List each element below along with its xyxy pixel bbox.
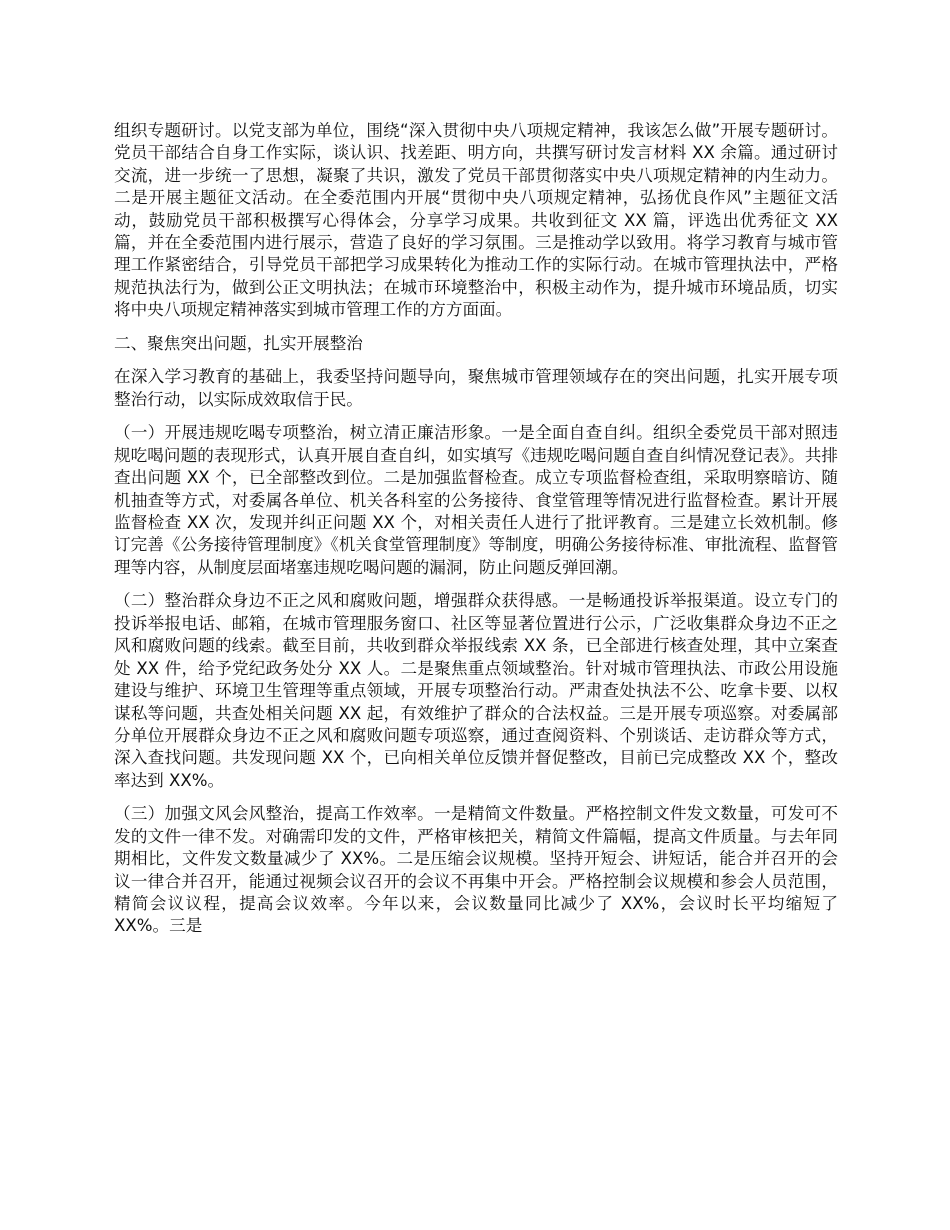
paragraph-study-activities: 组织专题研讨。以党支部为单位，围绕“深入贯彻中央八项规定精神，我该怎么做”开展专题研讨。党员干部结合自身工作实际，谈认识、找差距、明方向，共撰写研讨发言材料 XX 余篇。通过研讨交流，进一步统一了思想，凝聚了共识，激发了党员干部贯彻落实中央八项规定精神的内生动力。二是开展主题征文活动。在全委范围内开展“贯彻中央八项规定精神，弘扬优良作风”主题征文活动，鼓励党员干部积极撰写心得体会，分享学习成果。共收到征文 XX 篇，评选出优秀征文 XX 篇，并在全委范围内进行展示，营造了良好的学习氛围。三是推动学以致用。将学习教育与城市管理工作紧密结合，引导党员干部把学习成果转化为推动工作的实际行动。在城市管理执法中，严格规范执法行为，做到公正文明执法；在城市环境整治中，积极主动作为，提升城市环境品质，切实将中央八项规定精神落实到城市管理工作的方方面面。 <box>114 121 838 320</box>
section-heading-rectification: 二、聚焦突出问题，扎实开展整治 <box>114 333 363 353</box>
paragraph-rectification-intro: 在深入学习教育的基础上，我委坚持问题导向，聚焦城市管理领域存在的突出问题，扎实开展专项整治行动，以实际成效取信于民。 <box>114 367 838 409</box>
paragraph-meeting-style-rectification: （三）加强文风会风整治，提高工作效率。一是精简文件数量。严格控制文件发文数量，可发可不发的文件一律不发。对确需印发的文件，严格审核把关，精简文件篇幅，提高文件质量。与去年同期相比，文件发文数量减少了 XX%。二是压缩会议规模。坚持开短会、讲短话，能合并召开的会议一律合并召开，能通过视频会议召开的会议不再集中开会。严格控制会议规模和参会人员范围，精简会议议程，提高会议效率。今年以来，会议数量同比减少了 XX%，会议时长平均缩短了 XX%。三是 <box>114 804 838 936</box>
paragraph-dining-rectification: （一）开展违规吃喝专项整治，树立清正廉洁形象。一是全面自查自纠。组织全委党员干部对照违规吃喝问题的表现形式，认真开展自查自纠，如实填写《违规吃喝问题自查自纠情况登记表》。共排查出问题 XX 个，已全部整改到位。二是加强监督检查。成立专项监督检查组，采取明察暗访、随机抽查等方式，对委属各单位、机关各科室的公务接待、食堂管理等情况进行监督检查。累计开展监督检查 XX 次，发现并纠正问题 XX 个，对相关责任人进行了批评教育。三是建立长效机制。修订完善《公务接待管理制度》《机关食堂管理制度》等制度，明确公务接待标准、审批流程、监督管理等内容，从制度层面堵塞违规吃喝问题的漏洞，防止问题反弹回潮。 <box>114 423 838 577</box>
paragraph-corruption-rectification: （二）整治群众身边不正之风和腐败问题，增强群众获得感。一是畅通投诉举报渠道。设立专门的投诉举报电话、邮箱，在城市管理服务窗口、社区等显著位置进行公示，广泛收集群众身边不正之风和腐败问题的线索。截至目前，共收到群众举报线索 XX 条，已全部进行核查处理，其中立案查处 XX 件，给予党纪政务处分 XX 人。二是聚焦重点领域整治。针对城市管理执法、市政公用设施建设与维护、环境卫生管理等重点领域，开展专项整治行动。严肃查处执法不公、吃拿卡要、以权谋私等问题，共查处相关问题 XX 起，有效维护了群众的合法权益。三是开展专项巡察。对委属部分单位开展群众身边不正之风和腐败问题专项巡察，通过查阅资料、个别谈话、走访群众等方式，深入查找问题。共发现问题 XX 个，已向相关单位反馈并督促整改，目前已完成整改 XX 个，整改率达到 XX%。 <box>114 591 838 790</box>
document-page <box>114 120 838 949</box>
